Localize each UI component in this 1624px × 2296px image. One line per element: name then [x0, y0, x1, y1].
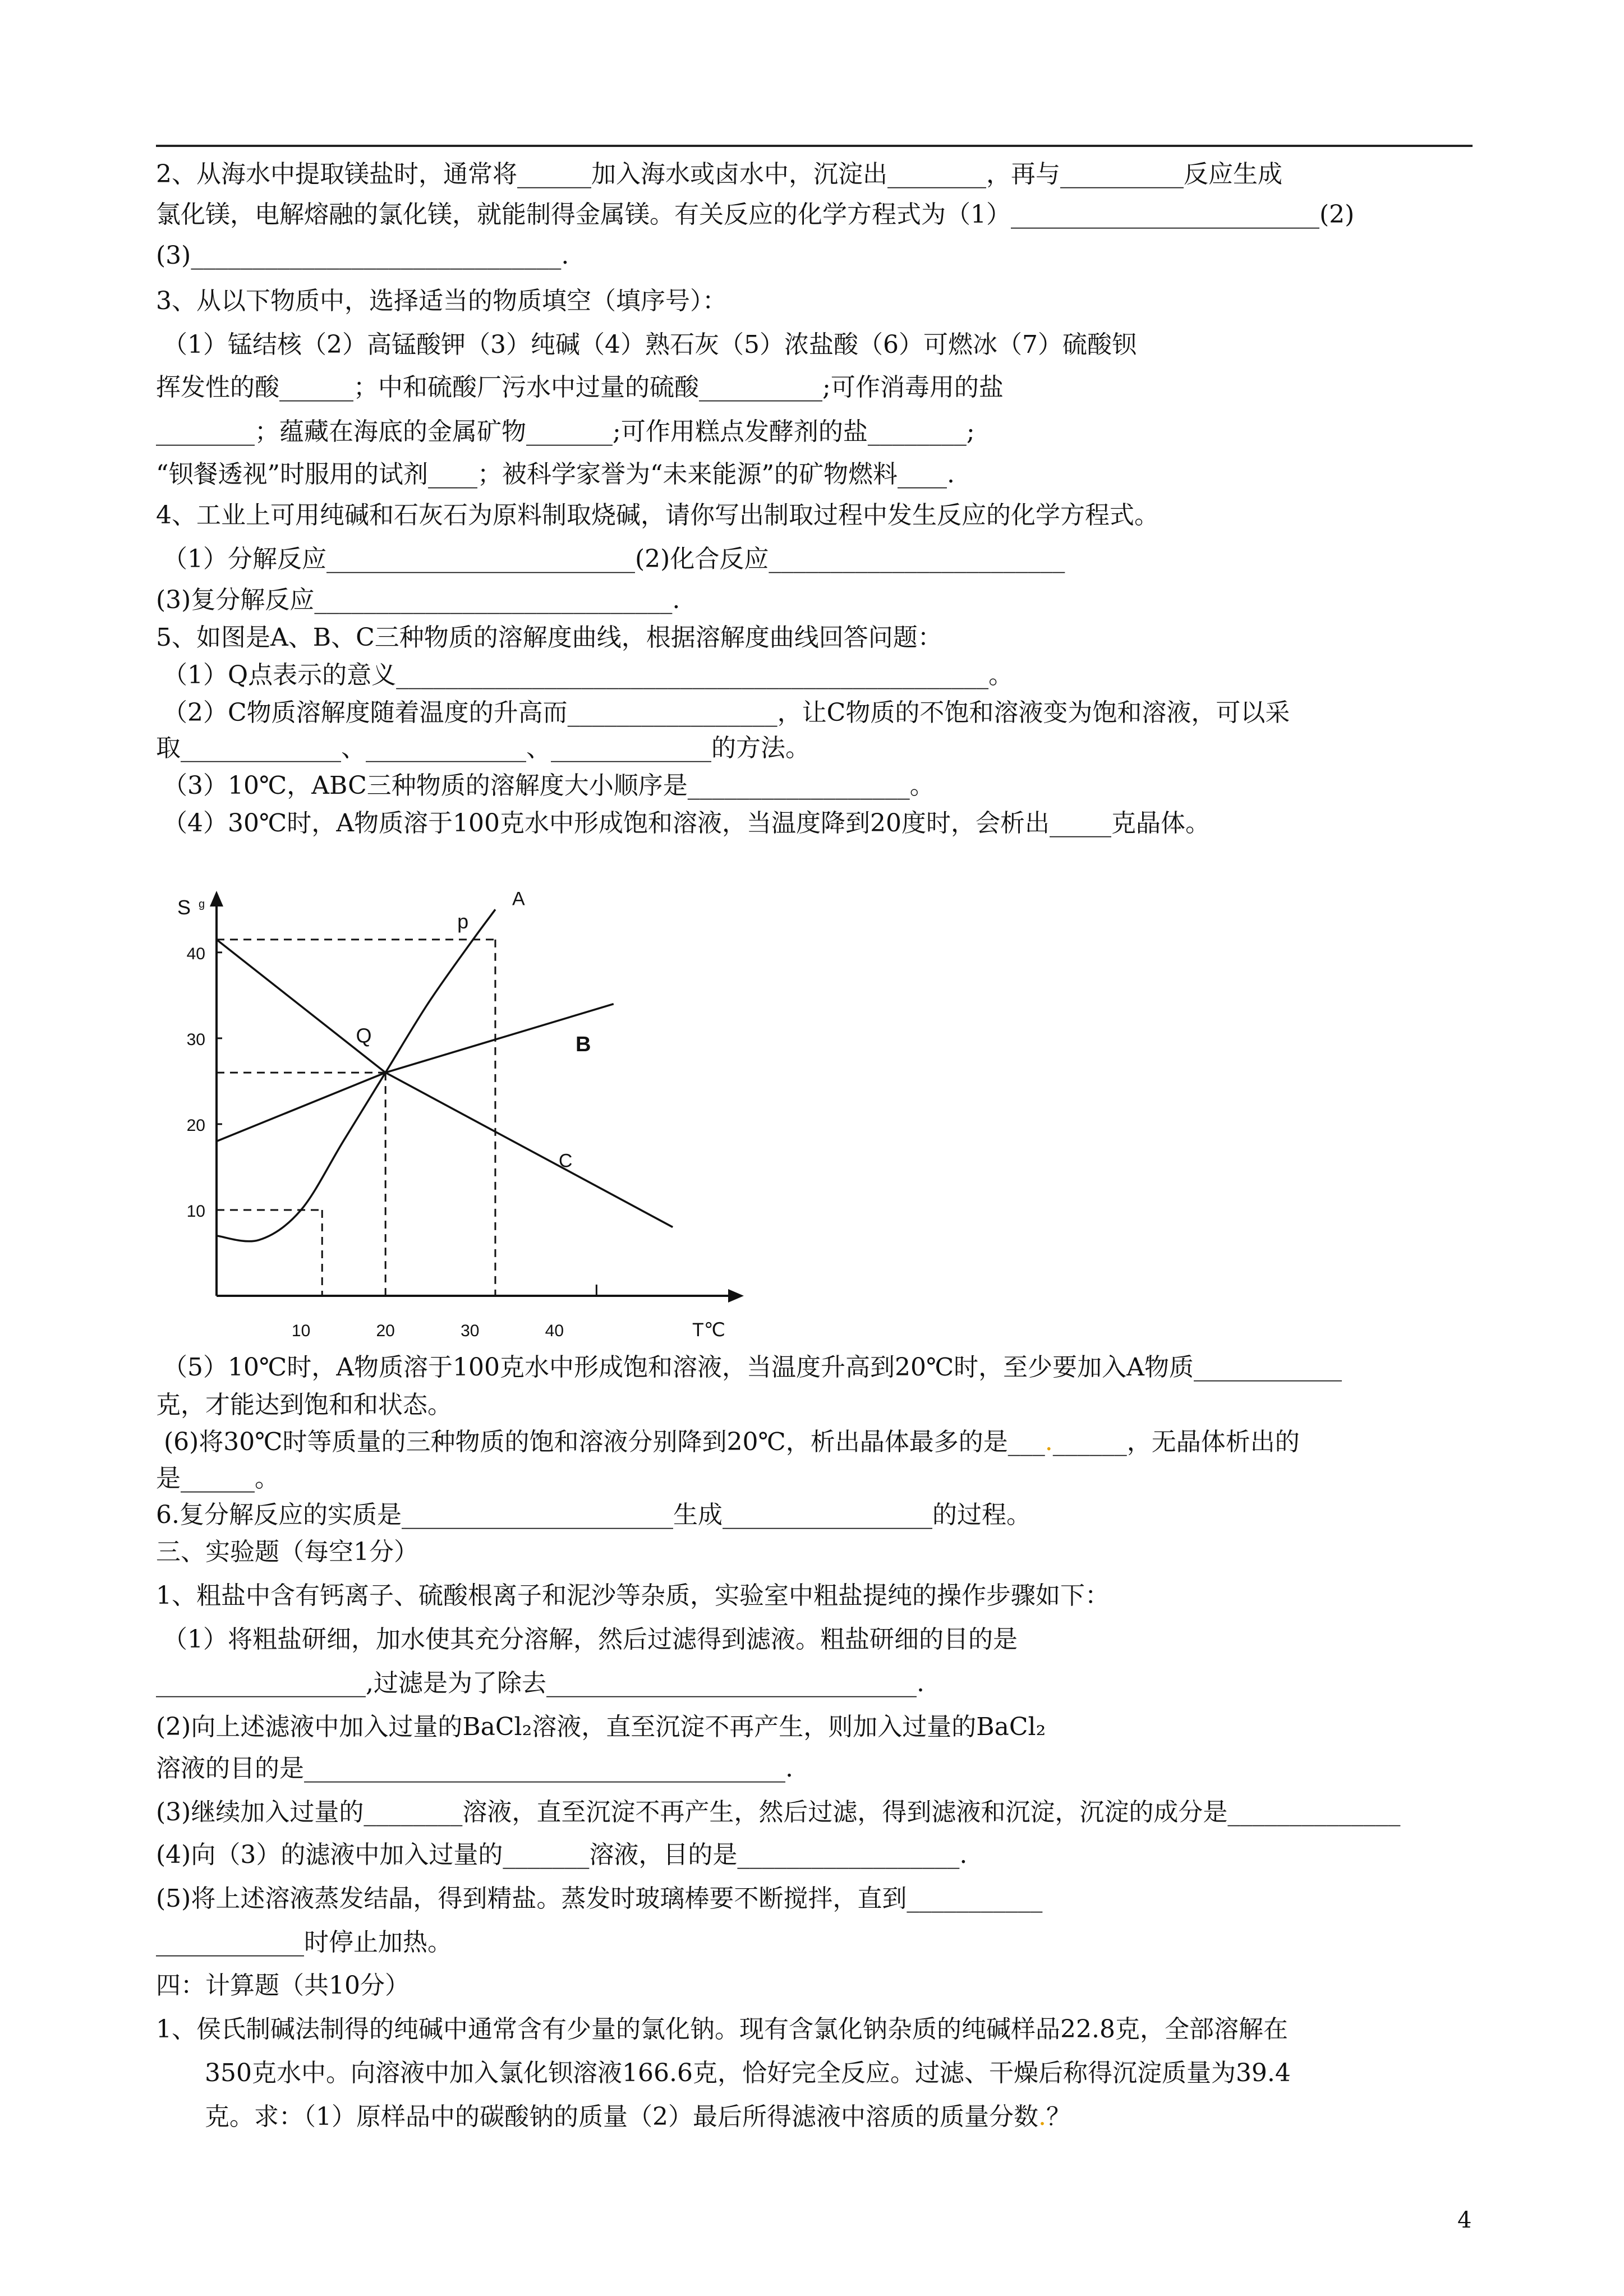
q4-line-1: （1）分解反应_________________________(2)化合反应________________________	[163, 545, 1065, 573]
x-tick-label: 10	[291, 1322, 311, 1340]
section4-line-3-tail: ？	[1046, 2102, 1071, 2131]
q3-options: （1）锰结核（2）高锰酸钾（3）纯碱（4）熟石灰（5）浓盐酸（6）可燃冰（7）硫酸钡	[163, 330, 1137, 359]
label-point-p: p	[457, 909, 469, 933]
q5-part-1: （1）Q点表示的意义________________________________________________。	[163, 661, 1014, 689]
y-axis-title: S	[177, 896, 191, 919]
chart-ticks	[187, 945, 597, 1340]
q5-stem: 5、如图是A、B、C三种物质的溶解度曲线，根据溶解度曲线回答问题：	[156, 623, 942, 652]
curve-a	[217, 909, 495, 1241]
label-curve-b: B	[576, 1032, 591, 1056]
q5-part-2b: 取_____________、_____________、_____________的方法。	[156, 734, 810, 762]
solubility-chart	[163, 886, 749, 1341]
x-tick-label: 20	[376, 1322, 395, 1340]
q5-part-6a-text: (6)将30℃时等质量的三种物质的饱和溶液分别降到20℃，析出晶体最多的是___	[156, 1428, 1045, 1456]
section3-step-5a: (5)将上述溶液蒸发结晶，得到精盐。蒸发时玻璃棒要不断搅拌，直到___________	[156, 1884, 1043, 1913]
section4-line-3-text: 克。求：（1）原样品中的碳酸钠的质量（2）最后所得滤液中溶质的质量分数	[205, 2102, 1038, 2131]
q2-line-1: 2、从海水中提取镁盐时，通常将______加入海水或卤水中，沉淀出________，再与__________反应生成	[156, 160, 1282, 188]
x-tick-label: 30	[461, 1322, 480, 1340]
q4-stem: 4、工业上可用纯碱和石灰石为原料制取烧碱，请你写出制取过程中发生反应的化学方程式。	[156, 501, 1159, 530]
section3-step-4: (4)向（3）的滤液中加入过量的_______溶液，目的是__________________.	[156, 1841, 968, 1869]
section3-step-2b: 溶液的目的是_______________________________________.	[156, 1754, 793, 1783]
section3-title: 三、实验题（每空1分）	[156, 1538, 418, 1566]
section3-step-1b: _________________,过滤是为了除去______________________________.	[156, 1669, 924, 1697]
x-tick-label: 40	[545, 1322, 564, 1340]
y-tick-label: 10	[186, 1202, 205, 1221]
q3-stem: 3、从以下物质中，选择适当的物质填空（填序号）：	[156, 287, 727, 315]
label-curve-c: C	[558, 1150, 573, 1172]
y-axis-arrow	[210, 891, 223, 907]
q5-part-4: （4）30℃时，A物质溶于100克水中形成饱和溶液，当温度降到20度时，会析出_____克晶体。	[163, 809, 1210, 838]
q4-line-2: (3)复分解反应_____________________________.	[156, 586, 680, 614]
curve-c	[217, 940, 673, 1227]
q3-line-3: “钡餐透视”时服用的试剂____；被科学家誉为“未来能源”的矿物燃料____.	[156, 460, 955, 489]
q5-part-6a-mark: .	[1045, 1428, 1053, 1456]
q2-line-3: (3)______________________________.	[156, 241, 569, 270]
section4-line-2: 350克水中。向溶液中加入氯化钡溶液166.6克，恰好完全反应。过滤、干燥后称得沉淀质量为39.4	[205, 2059, 1291, 2087]
q5-part-6b: 是______。	[156, 1464, 279, 1493]
section3-stem: 1、粗盐中含有钙离子、硫酸根离子和泥沙等杂质，实验室中粗盐提纯的操作步骤如下：	[156, 1581, 1110, 1610]
chart-axes	[210, 888, 744, 1303]
q5-part-6a-tail: ______，无晶体析出的	[1052, 1428, 1300, 1456]
y-axis-unit: g	[199, 898, 205, 910]
section3-step-2a: (2)向上述滤液中加入过量的BaCl₂溶液，直至沉淀不再产生，则加入过量的BaCl₂	[156, 1713, 1046, 1741]
section3-step-1a: （1）将粗盐研细，加水使其充分溶解，然后过滤得到滤液。粗盐研细的目的是	[163, 1625, 1018, 1654]
label-curve-a: A	[512, 888, 525, 910]
chart-guides	[217, 940, 495, 1296]
q6-line: 6.复分解反应的实质是______________________生成_________________的过程。	[156, 1501, 1031, 1529]
q5-part-3: （3）10℃，ABC三种物质的溶解度大小顺序是__________________。	[163, 771, 935, 800]
q5-part-5a: （5）10℃时，A物质溶于100克水中形成饱和溶液，当温度升高到20℃时，至少要加入A物质____________	[163, 1353, 1342, 1382]
x-axis-arrow	[728, 1289, 744, 1303]
section4-line-3-mark: .	[1038, 2102, 1046, 2131]
q5-part-5b: 克，才能达到饱和和状态。	[156, 1391, 452, 1419]
page-number: 4	[1457, 2207, 1472, 2233]
chart-curves	[217, 909, 673, 1241]
chart-labels	[177, 889, 725, 1341]
x-axis-title: T℃	[692, 1319, 725, 1341]
y-tick-label: 40	[186, 944, 205, 963]
section3-step-3: (3)继续加入过量的________溶液，直至沉淀不再产生，然后过滤，得到滤液和沉淀，沉淀的成分是______________	[156, 1798, 1401, 1826]
section4-line-3	[205, 2101, 1071, 2133]
q5-part-6a	[156, 1427, 1300, 1458]
q2-line-2: 氯化镁，电解熔融的氯化镁，就能制得金属镁。有关反应的化学方程式为（1）_________________________(2)	[156, 200, 1355, 229]
y-tick-label: 20	[186, 1116, 205, 1135]
q3-line-2: ________；蕴藏在海底的金属矿物_______;可作用糕点发酵剂的盐________;	[156, 417, 975, 446]
y-tick-label: 30	[186, 1030, 205, 1049]
section3-step-5b: ____________时停止加热。	[156, 1928, 452, 1957]
label-point-q: Q	[356, 1024, 372, 1047]
header-rule	[156, 145, 1473, 147]
q3-line-1: 挥发性的酸______；中和硫酸厂污水中过量的硫酸__________;可作消毒用的盐	[156, 373, 1004, 402]
section4-title: 四：计算题（共10分）	[156, 1971, 410, 2000]
q5-part-2a: （2）C物质溶解度随着温度的升高而_________________，让C物质的不饱和溶液变为饱和溶液，可以采	[163, 698, 1290, 727]
section4-line-1: 1、侯氏制碱法制得的纯碱中通常含有少量的氯化钠。现有含氯化钠杂质的纯碱样品22.8克，全部溶解在	[156, 2015, 1288, 2044]
